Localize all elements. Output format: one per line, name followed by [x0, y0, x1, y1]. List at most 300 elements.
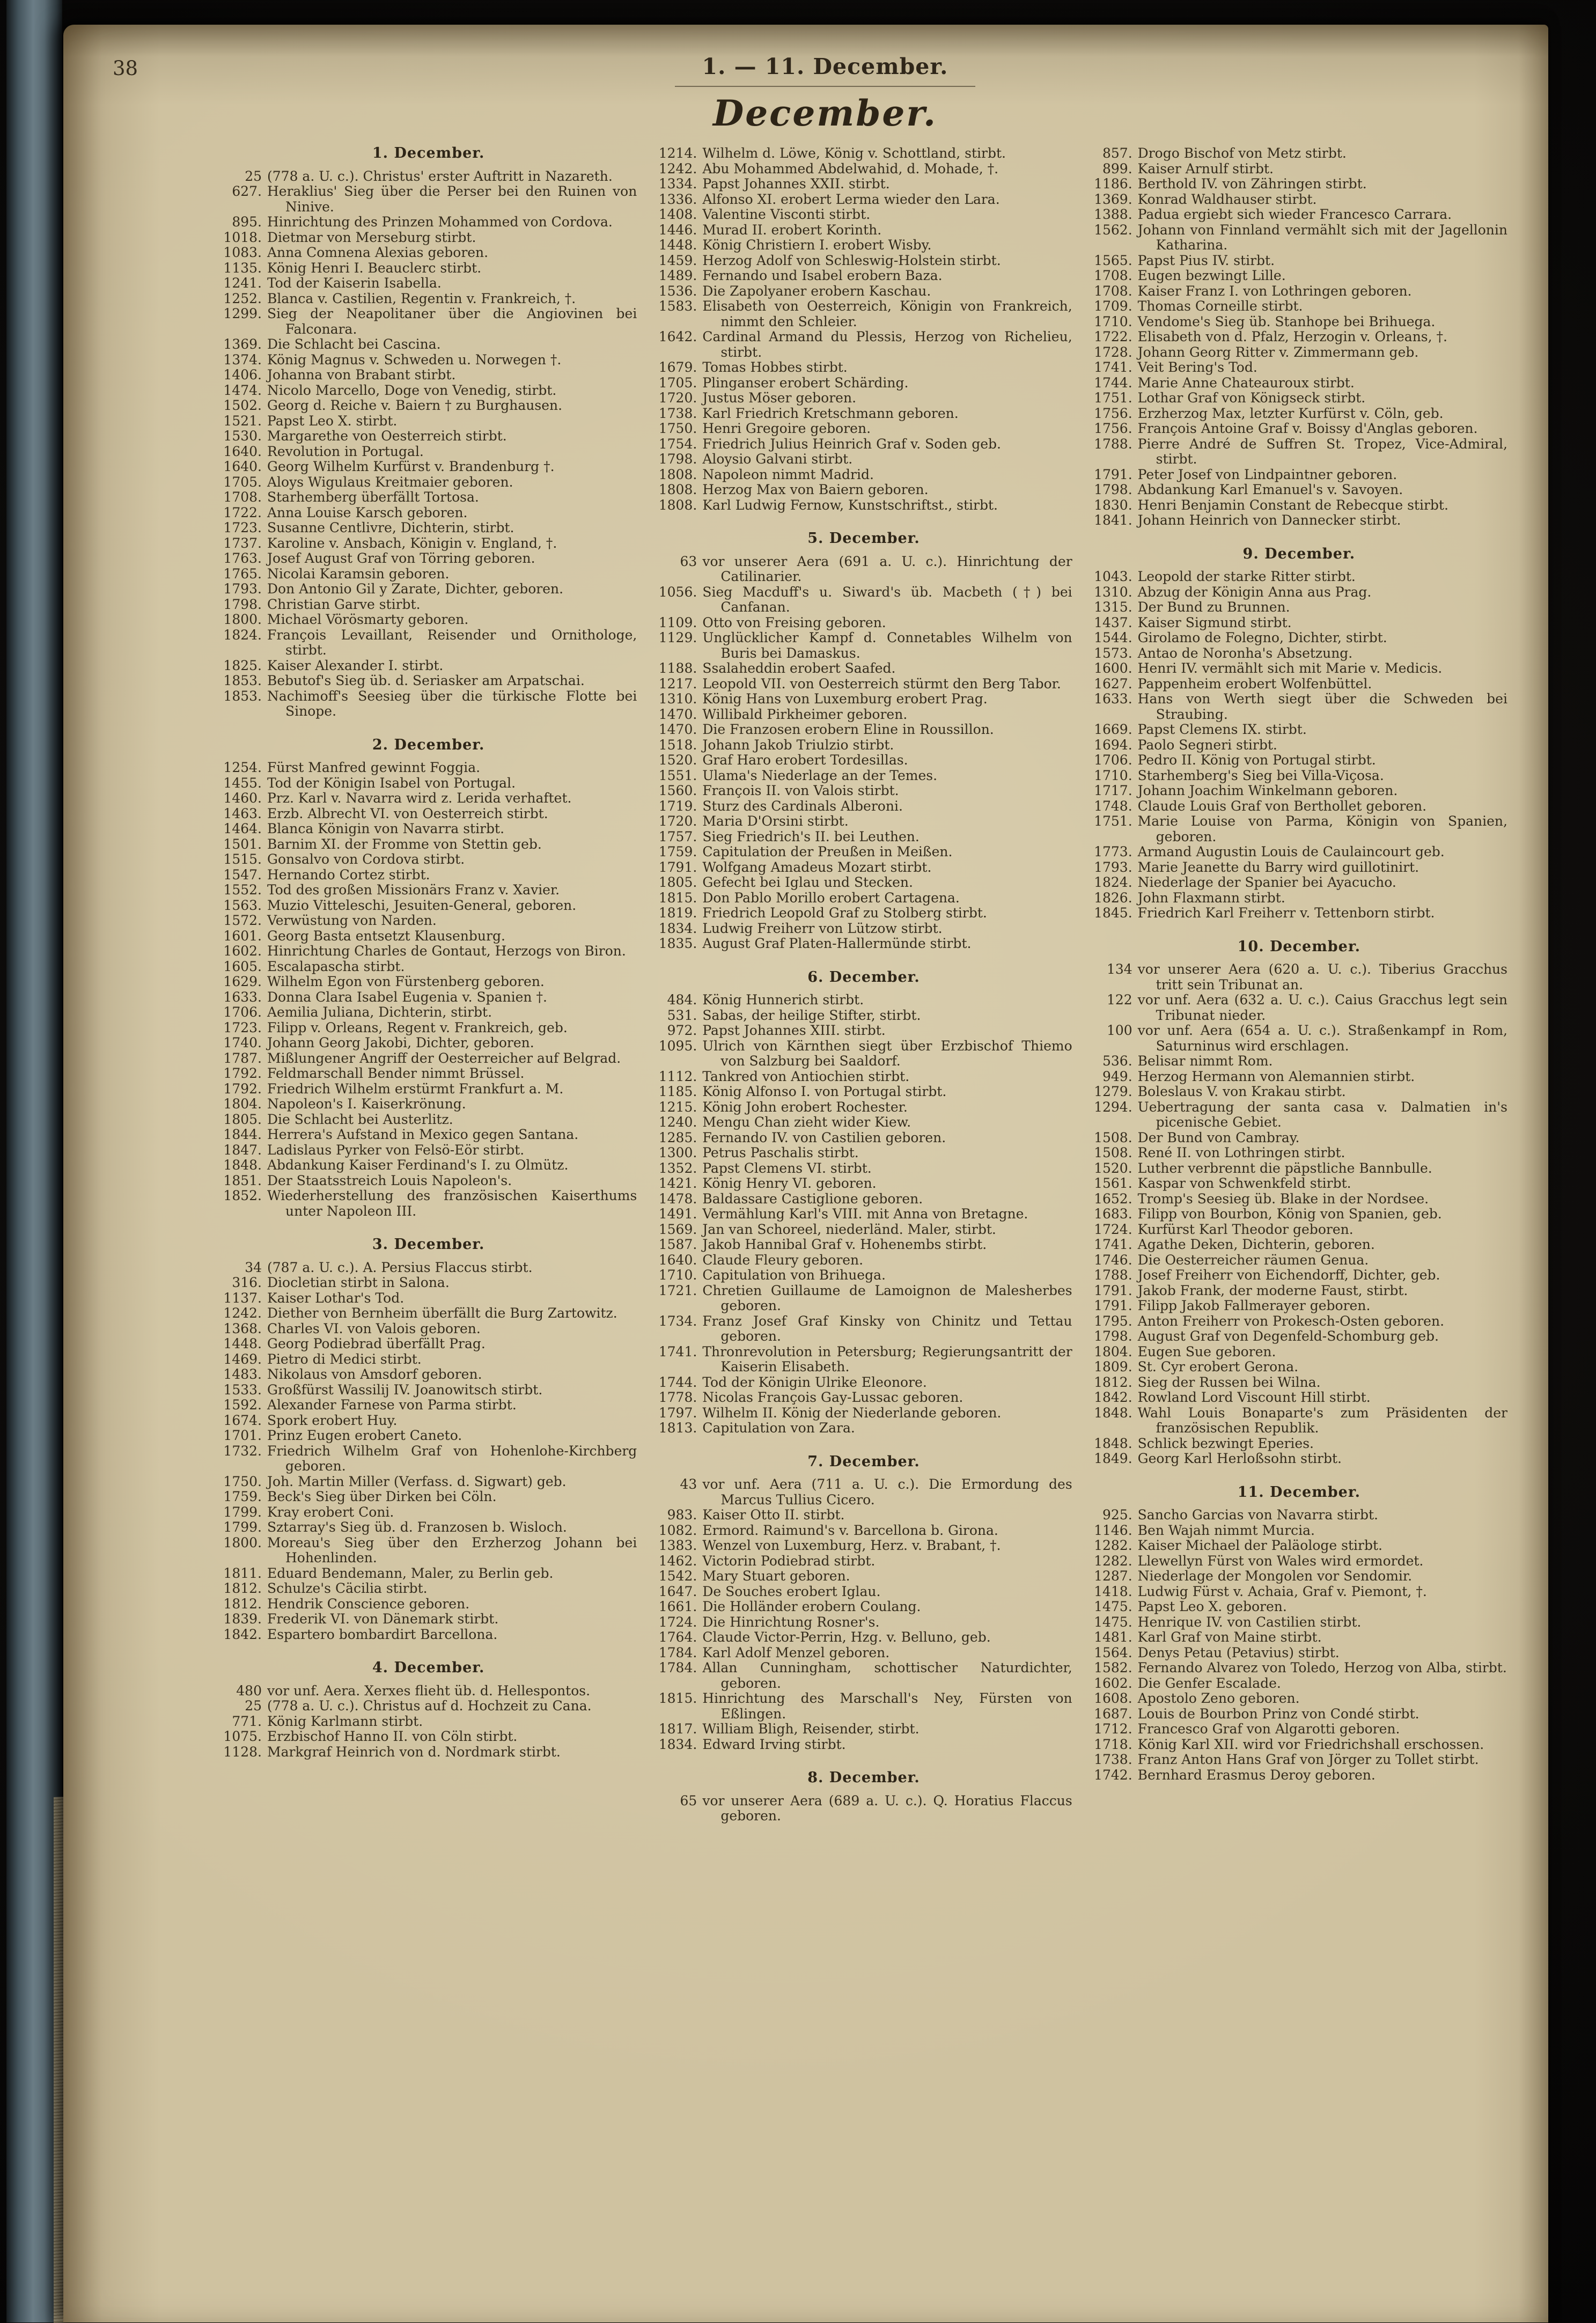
entry-year: 1459.	[658, 252, 697, 268]
entry-text: Johann Heinrich von Dannecker stirbt.	[1137, 512, 1401, 528]
entry-text: Der Staatsstreich Louis Napoleon's.	[267, 1172, 512, 1188]
entry-text: Fürst Manfred gewinnt Foggia.	[267, 760, 481, 775]
entry-row	[655, 891, 1072, 906]
entry-year: 1448.	[223, 1336, 262, 1351]
entry-row	[1091, 891, 1507, 906]
entry-row	[655, 1793, 1072, 1824]
entry-year: 1561.	[1094, 1175, 1132, 1191]
entry-row	[655, 421, 1072, 437]
entry-text: Revolution in Portugal.	[267, 443, 424, 459]
entry-text: Moreau's Sieg über den Erzherzog Johann bei Hohenlinden.	[267, 1534, 637, 1565]
entry-year: 1254.	[223, 760, 262, 775]
entry-year: 1518.	[658, 737, 697, 753]
entry-text: Drogo Bischof von Metz stirbt.	[1137, 145, 1347, 161]
entry-row	[655, 707, 1072, 723]
entry-year: 1835.	[658, 936, 697, 951]
entry-text: Papst Clemens IX. stirbt.	[1137, 722, 1307, 737]
entry-year: 1470.	[658, 722, 697, 737]
entry-row	[1091, 1283, 1507, 1299]
entry-text: Starhemberg's Sieg bei Villa-Viçosa.	[1137, 767, 1384, 783]
entry-year: 1640.	[223, 443, 262, 459]
entry-year: 1852.	[223, 1188, 262, 1203]
entry-year: 1798.	[1094, 1328, 1132, 1344]
entry-year: 1602.	[1094, 1675, 1132, 1691]
day-heading: 2. December.	[372, 736, 485, 753]
entry-text: Papst Clemens VI. stirbt.	[702, 1160, 872, 1176]
entry-year: 1811.	[223, 1565, 262, 1581]
entry-row	[220, 791, 637, 806]
entry-year: 1369.	[223, 336, 262, 352]
entry-text: vor unf. Aera. Xerxes flieht üb. d. Hellespontos.	[267, 1682, 591, 1699]
entry-year: 1723.	[223, 1019, 262, 1035]
entry-text: Sabas, der heilige Stifter, stirbt.	[702, 1007, 921, 1023]
entry-row	[220, 1428, 637, 1444]
entry-year: 1813.	[658, 1420, 697, 1436]
entry-text: Die Holländer erobern Coulang.	[702, 1599, 921, 1614]
entry-year: 1815.	[658, 889, 697, 906]
entry-row	[220, 1729, 637, 1745]
entry-year: 1310.	[1094, 584, 1132, 600]
entry-row	[220, 1158, 637, 1173]
entry-row	[1091, 1752, 1507, 1768]
entry-year: 1853.	[223, 673, 262, 688]
entry-row	[1091, 1599, 1507, 1615]
entry-text: Hinrichtung Charles de Gontaut, Herzogs von Biron.	[267, 943, 626, 959]
entry-text: Ludwig Freiherr von Lützow stirbt.	[702, 920, 943, 936]
entry-year: 1724.	[1094, 1221, 1132, 1237]
entry-text: Belisar nimmt Rom.	[1137, 1053, 1273, 1069]
entry-text: König Karl XII. wird vor Friedrichshall erschossen.	[1137, 1736, 1484, 1752]
entry-year: 1421.	[658, 1175, 697, 1191]
entry-text: Tod des großen Missionärs Franz v. Xavier.	[267, 882, 560, 898]
entry-text: Abdankung Karl Emanuel's v. Savoyen.	[1137, 482, 1403, 497]
entry-text: Tromp's Seesieg üb. Blake in der Nordsee.	[1137, 1190, 1429, 1207]
entry-text: Karl Ludwig Fernow, Kunstschriftst., stirbt.	[702, 497, 998, 513]
entry-year: 1708.	[223, 489, 262, 505]
entry-text: Muzio Vitteleschi, Jesuiten-General, geboren.	[267, 897, 577, 913]
entry-year: 1642.	[658, 329, 697, 344]
entry-text: Marie Jeanette du Barry wird guillotinirt.	[1137, 859, 1420, 875]
entry-year: 1501.	[223, 836, 262, 852]
entry-row	[1091, 1359, 1507, 1375]
entry-year: 1705.	[223, 474, 262, 490]
entry-row	[220, 1306, 637, 1321]
entry-year: 1784.	[658, 1644, 697, 1660]
entry-text: Johann Joachim Winkelmann geboren.	[1137, 783, 1398, 798]
entry-text: Friedrich Leopold Graf zu Stolberg stirbt.	[702, 905, 987, 921]
entry-year: 1799.	[223, 1519, 262, 1535]
entry-text: Wahl Louis Bonaparte's zum Präsidenten der französischen Republik.	[1137, 1405, 1507, 1436]
entry-year: 1708.	[1094, 268, 1132, 283]
entry-row	[655, 1084, 1072, 1100]
entry-year: 1738.	[1094, 1752, 1132, 1767]
entry-row	[220, 1082, 637, 1097]
entry-row	[220, 1020, 637, 1036]
entry-year: 1572.	[223, 913, 262, 928]
entry-year: 899.	[1102, 160, 1132, 177]
entry-text: Erzherzog Max, letzter Kurfürst v. Cöln, geb.	[1137, 405, 1444, 421]
entry-row	[220, 490, 637, 505]
entry-text: Napoleon nimmt Madrid.	[702, 466, 874, 482]
entry-row	[220, 1745, 637, 1760]
entry-row	[1091, 1451, 1507, 1467]
entry-text: Wenzel von Luxemburg, Herz. v. Brabant, †.	[702, 1538, 1001, 1553]
entry-row	[655, 844, 1072, 860]
entry-year: 1754.	[658, 436, 697, 452]
entry-year: 1740.	[223, 1035, 262, 1050]
entry-row	[220, 459, 637, 475]
entry-text: Die Hinrichtung Rosner's.	[702, 1614, 880, 1630]
entry-year: 895.	[232, 214, 262, 230]
entry-text: Schlick bezwingt Eperies.	[1137, 1435, 1314, 1451]
entry-text: Anna Louise Karsch geboren.	[267, 504, 468, 520]
entry-row	[655, 1722, 1072, 1737]
entry-year: 1732.	[223, 1443, 262, 1459]
entry-text: Franz Anton Hans Graf von Jörger zu Tollet stirbt.	[1137, 1752, 1479, 1767]
entry-row	[220, 398, 637, 414]
entry-year: 1583.	[658, 298, 697, 314]
entry-year: 1573.	[1094, 645, 1132, 661]
entry-row	[220, 974, 637, 990]
entry-row	[655, 1253, 1072, 1268]
entry-text: König Henry VI. geboren.	[702, 1175, 877, 1191]
entry-text: Ulrich von Kärnthen siegt über Erzbischof Thiemo von Salzburg bei Saaldorf.	[702, 1038, 1072, 1069]
entry-row	[220, 367, 637, 383]
entry-text: Don Pablo Morillo erobert Cartagena.	[702, 889, 960, 906]
entry-year: 1825.	[223, 657, 262, 673]
entry-year: 1448.	[658, 237, 697, 253]
entry-row	[655, 1615, 1072, 1630]
entry-row	[655, 1508, 1072, 1523]
entry-text: Fernando Alvarez von Toledo, Herzog von Alba, stirbt.	[1137, 1660, 1507, 1675]
entry-row	[220, 261, 637, 276]
entry-year: 1701.	[223, 1428, 262, 1443]
entry-row	[220, 444, 637, 460]
entry-year: 1842.	[1094, 1390, 1132, 1405]
entry-row	[655, 1069, 1072, 1085]
entry-year: 1787.	[223, 1050, 262, 1066]
entry-year: 983.	[667, 1507, 697, 1523]
entry-row	[1091, 783, 1507, 799]
entry-text: Heraklius' Sieg über die Perser bei den Ruinen von Ninive.	[267, 183, 637, 215]
entry-row	[220, 1321, 637, 1337]
entry-row	[220, 337, 637, 352]
entry-year: 1805.	[658, 874, 697, 890]
entry-text: Allan Cunningham, schottischer Naturdichter, geboren.	[702, 1660, 1072, 1691]
entry-row	[220, 352, 637, 368]
entry-text: Mißlungener Angriff der Oesterreicher auf Belgrad.	[267, 1050, 621, 1066]
day-heading: 6. December.	[807, 968, 920, 986]
entry-row	[655, 722, 1072, 738]
entry-text: Henri Benjamin Constant de Rebecque stirbt.	[1137, 497, 1448, 513]
entry-text: König Alfonso I. von Portugal stirbt.	[702, 1084, 947, 1099]
entry-text: August Graf Platen-Hallermünde stirbt.	[702, 936, 972, 951]
entry-year: 1705.	[658, 374, 697, 391]
entry-row	[1091, 1630, 1507, 1645]
entry-year: 1742.	[1094, 1767, 1132, 1783]
entry-row	[1091, 421, 1507, 437]
entry-year: 1724.	[658, 1614, 697, 1630]
entry-year: 1845.	[1094, 905, 1132, 921]
entry-year: 1287.	[1094, 1568, 1132, 1584]
entry-row	[220, 913, 637, 929]
entry-year: 1808.	[658, 497, 697, 513]
entry-year: 1533.	[223, 1381, 262, 1398]
entry-row	[1091, 1707, 1507, 1722]
entry-year: 1640.	[223, 459, 262, 474]
entry-year: 1847.	[223, 1142, 262, 1158]
entry-row	[220, 1066, 637, 1082]
entry-year: 949.	[1102, 1068, 1132, 1084]
entry-year: 1478.	[658, 1190, 697, 1207]
entry-text: Elisabeth von Oesterreich, Königin von Frankreich, nimmt den Schleier.	[702, 298, 1072, 329]
entry-year: 1388.	[1094, 207, 1132, 222]
entry-row	[220, 837, 637, 852]
entry-year: 1788.	[1094, 436, 1132, 452]
entry-row	[1091, 1329, 1507, 1344]
day-heading: 8. December.	[807, 1769, 920, 1786]
entry-year: 1469.	[223, 1351, 262, 1367]
entry-year: 1710.	[1094, 313, 1132, 329]
entry-row	[1091, 1054, 1507, 1069]
entry-text: (778 a. U. c.). Christus auf d. Hochzeit zu Cana.	[267, 1698, 592, 1714]
entry-text: Boleslaus V. von Krakau stirbt.	[1137, 1084, 1346, 1099]
entry-text: Georg Wilhelm Kurfürst v. Brandenburg †.	[267, 459, 555, 474]
entry-row	[220, 689, 637, 719]
entry-row	[1091, 1691, 1507, 1707]
entry-text: König Magnus v. Schweden u. Norwegen †.	[267, 351, 562, 367]
entry-row	[220, 1188, 637, 1219]
entry-text: Kaiser Michael der Paläologe stirbt.	[1137, 1538, 1382, 1553]
entry-year: 100	[1106, 1023, 1132, 1038]
entry-year: 1804.	[223, 1096, 262, 1112]
entry-year: 1215.	[658, 1099, 697, 1115]
entry-row	[1091, 482, 1507, 498]
entry-year: 1674.	[223, 1412, 262, 1428]
entry-text: Wiederherstellung des französischen Kaiserthums unter Napoleon III.	[267, 1188, 637, 1219]
entry-text: Papst Johannes XIII. stirbt.	[702, 1023, 886, 1038]
entry-text: Unglücklicher Kampf d. Connetables Wilhelm von Buris bei Damaskus.	[702, 630, 1072, 661]
entry-text: Kurfürst Karl Theodor geboren.	[1137, 1221, 1354, 1237]
entry-row	[1091, 406, 1507, 422]
entry-row	[220, 505, 637, 521]
entry-year: 1475.	[1094, 1599, 1132, 1614]
entry-row	[1091, 345, 1507, 361]
entry-year: 1791.	[658, 859, 697, 875]
entry-row	[655, 1477, 1072, 1508]
entry-row	[220, 1398, 637, 1413]
entry-year: 1798.	[223, 596, 262, 612]
entry-text: Erzbischof Hanno II. von Cöln stirbt.	[267, 1729, 518, 1744]
entry-year: 1748.	[1094, 798, 1132, 814]
entry-row	[220, 990, 637, 1005]
entry-text: Hendrik Conscience geboren.	[267, 1596, 470, 1612]
entry-row	[1091, 1069, 1507, 1085]
entry-row	[220, 1684, 637, 1699]
entry-text: John Flaxmann stirbt.	[1137, 889, 1285, 906]
entry-text: Aloysio Galvani stirbt.	[702, 451, 853, 467]
entry-row	[655, 554, 1072, 585]
entry-row	[220, 1566, 637, 1582]
entry-row	[655, 284, 1072, 299]
entry-text: Henri Gregoire geboren.	[702, 421, 871, 436]
entry-text: Claude Fleury geboren.	[702, 1252, 864, 1268]
entry-text: Marie Louise von Parma, Königin von Spanien, geboren.	[1137, 813, 1507, 844]
entry-row	[220, 959, 637, 975]
entry-row	[655, 1737, 1072, 1753]
entry-text: Anna Comnena Alexias geboren.	[267, 245, 489, 260]
entry-row	[220, 1383, 637, 1398]
entry-text: Abu Mohammed Abdelwahid, d. Mohade, †.	[702, 160, 999, 177]
entry-text: vor unserer Aera (689 a. U. c.). Q. Horatius Flaccus geboren.	[702, 1792, 1072, 1824]
entry-year: 1721.	[658, 1282, 697, 1298]
entry-year: 1759.	[658, 844, 697, 859]
entry-year: 1759.	[223, 1489, 262, 1504]
entry-year: 1056.	[658, 584, 697, 600]
entry-year: 1812.	[1094, 1374, 1132, 1390]
entry-text: François II. von Valois stirbt.	[702, 783, 899, 798]
entry-row	[655, 192, 1072, 208]
entry-text: Johanna von Brabant stirbt.	[267, 367, 456, 383]
entry-text: Christian Garve stirbt.	[267, 596, 421, 612]
entry-year: 1746.	[1094, 1252, 1132, 1268]
entry-year: 1851.	[223, 1172, 262, 1188]
entry-year: 1784.	[658, 1660, 697, 1675]
entry-text: Sieg Friedrich's II. bei Leuthen.	[702, 828, 920, 844]
entry-row	[655, 1283, 1072, 1314]
entry-row	[655, 146, 1072, 161]
entry-text: Gonsalvo von Cordova stirbt.	[267, 851, 465, 867]
entry-text: Capitulation von Zara.	[702, 1420, 855, 1436]
entry-row	[655, 692, 1072, 707]
entry-row	[1091, 1584, 1507, 1600]
entry-text: Pappenheim erobert Wolfenbüttel.	[1137, 675, 1372, 692]
entry-row	[655, 1645, 1072, 1661]
entry-row	[655, 177, 1072, 192]
entry-year: 972.	[667, 1023, 697, 1038]
text-column	[1091, 146, 1507, 1783]
entry-year: 1128.	[223, 1744, 262, 1760]
entry-text: Sturz des Cardinals Alberoni.	[702, 798, 903, 814]
entry-row	[1091, 799, 1507, 814]
entry-text: Apostolo Zeno geboren.	[1137, 1690, 1300, 1706]
entry-row	[1091, 585, 1507, 600]
entry-row	[655, 1222, 1072, 1238]
entry-text: Joh. Martin Miller (Verfass. d. Sigwart) geb.	[267, 1473, 567, 1489]
entry-row	[655, 437, 1072, 452]
entry-row	[655, 1100, 1072, 1115]
entry-year: 1798.	[1094, 482, 1132, 497]
entry-row	[655, 829, 1072, 845]
entry-year: 1751.	[1094, 813, 1132, 829]
entry-year: 771.	[232, 1713, 262, 1729]
entry-year: 1462.	[658, 1553, 697, 1569]
entry-text: Veit Bering's Tod.	[1137, 359, 1257, 375]
entry-row	[220, 806, 637, 822]
entry-text: Kaiser Lothar's Tod.	[267, 1290, 404, 1306]
entry-year: 1728.	[1094, 344, 1132, 360]
entry-row	[655, 1115, 1072, 1130]
entry-text: Fernando und Isabel erobern Baza.	[702, 268, 943, 283]
entry-text: De Souches erobert Iglau.	[702, 1583, 881, 1599]
entry-row	[655, 1130, 1072, 1146]
entry-year: 1602.	[223, 943, 262, 959]
entry-year: 1334.	[658, 176, 697, 192]
entry-row	[655, 253, 1072, 269]
entry-text: Berthold IV. von Zähringen stirbt.	[1137, 176, 1367, 192]
entry-text: Llewellyn Fürst von Wales wird ermordet.	[1137, 1553, 1424, 1569]
entry-row	[1091, 253, 1507, 269]
entry-row	[1091, 1207, 1507, 1222]
entry-row	[220, 475, 637, 490]
entry-row	[1091, 1176, 1507, 1192]
entry-year: 1791.	[1094, 1282, 1132, 1298]
entry-year: 1756.	[1094, 405, 1132, 421]
entry-year: 1793.	[223, 581, 262, 597]
entry-text: Kaiser Otto II. stirbt.	[702, 1507, 845, 1523]
entry-year: 1834.	[658, 1736, 697, 1752]
day-heading: 3. December.	[372, 1236, 485, 1253]
entry-year: 1285.	[658, 1129, 697, 1145]
entry-year: 1750.	[223, 1473, 262, 1489]
entry-row	[655, 993, 1072, 1008]
entry-row	[1091, 1554, 1507, 1569]
entry-year: 1406.	[223, 367, 262, 383]
entry-row	[220, 821, 637, 837]
entry-year: 1744.	[658, 1374, 697, 1390]
entry-text: Tomas Hobbes stirbt.	[702, 359, 848, 375]
entry-text: Louis de Bourbon Prinz von Condé stirbt.	[1137, 1706, 1420, 1722]
entry-text: Hernando Cortez stirbt.	[267, 866, 430, 883]
entry-year: 1627.	[1094, 675, 1132, 692]
entry-row	[220, 658, 637, 674]
entry-text: Hinrichtung des Prinzen Mohammed von Cordova.	[267, 214, 613, 230]
page-number: 38	[113, 57, 138, 80]
entry-year: 1547.	[223, 866, 262, 883]
entry-text: Sieg der Russen bei Wilna.	[1137, 1374, 1321, 1390]
entry-year: 1719.	[658, 798, 697, 814]
entry-text: Elisabeth von d. Pfalz, Herzogin v. Orleans, †.	[1137, 329, 1447, 344]
entry-text: Pietro di Medici stirbt.	[267, 1351, 422, 1367]
entry-row	[220, 567, 637, 582]
entry-row	[655, 1691, 1072, 1722]
entry-row	[220, 1714, 637, 1730]
entry-text: Papst Pius IV. stirbt.	[1137, 252, 1275, 268]
entry-row	[655, 360, 1072, 376]
entry-year: 1018.	[223, 229, 262, 245]
entry-row	[220, 520, 637, 536]
entry-year: 1712.	[1094, 1721, 1132, 1737]
day-heading: 4. December.	[372, 1659, 485, 1676]
entry-year: 1463.	[223, 805, 262, 821]
entry-year: 25	[245, 168, 262, 184]
running-header: 1. — 11. December.	[702, 54, 948, 79]
entry-text: Die Schlacht bei Cascina.	[267, 336, 441, 352]
entry-row	[655, 615, 1072, 631]
entry-row	[220, 1489, 637, 1505]
entry-text: St. Cyr erobert Gerona.	[1137, 1359, 1299, 1374]
entry-row	[220, 929, 637, 944]
entry-row	[655, 875, 1072, 891]
entry-text: Michael Vörösmarty geboren.	[267, 612, 469, 627]
entry-row	[220, 1260, 637, 1276]
entry-row	[220, 306, 637, 337]
entry-year: 1483.	[223, 1366, 262, 1382]
entry-text: Donna Clara Isabel Eugenia v. Spanien †.	[267, 989, 547, 1005]
entry-year: 1374.	[223, 351, 262, 367]
entry-year: 1408.	[658, 207, 697, 222]
entry-row	[1091, 1344, 1507, 1360]
